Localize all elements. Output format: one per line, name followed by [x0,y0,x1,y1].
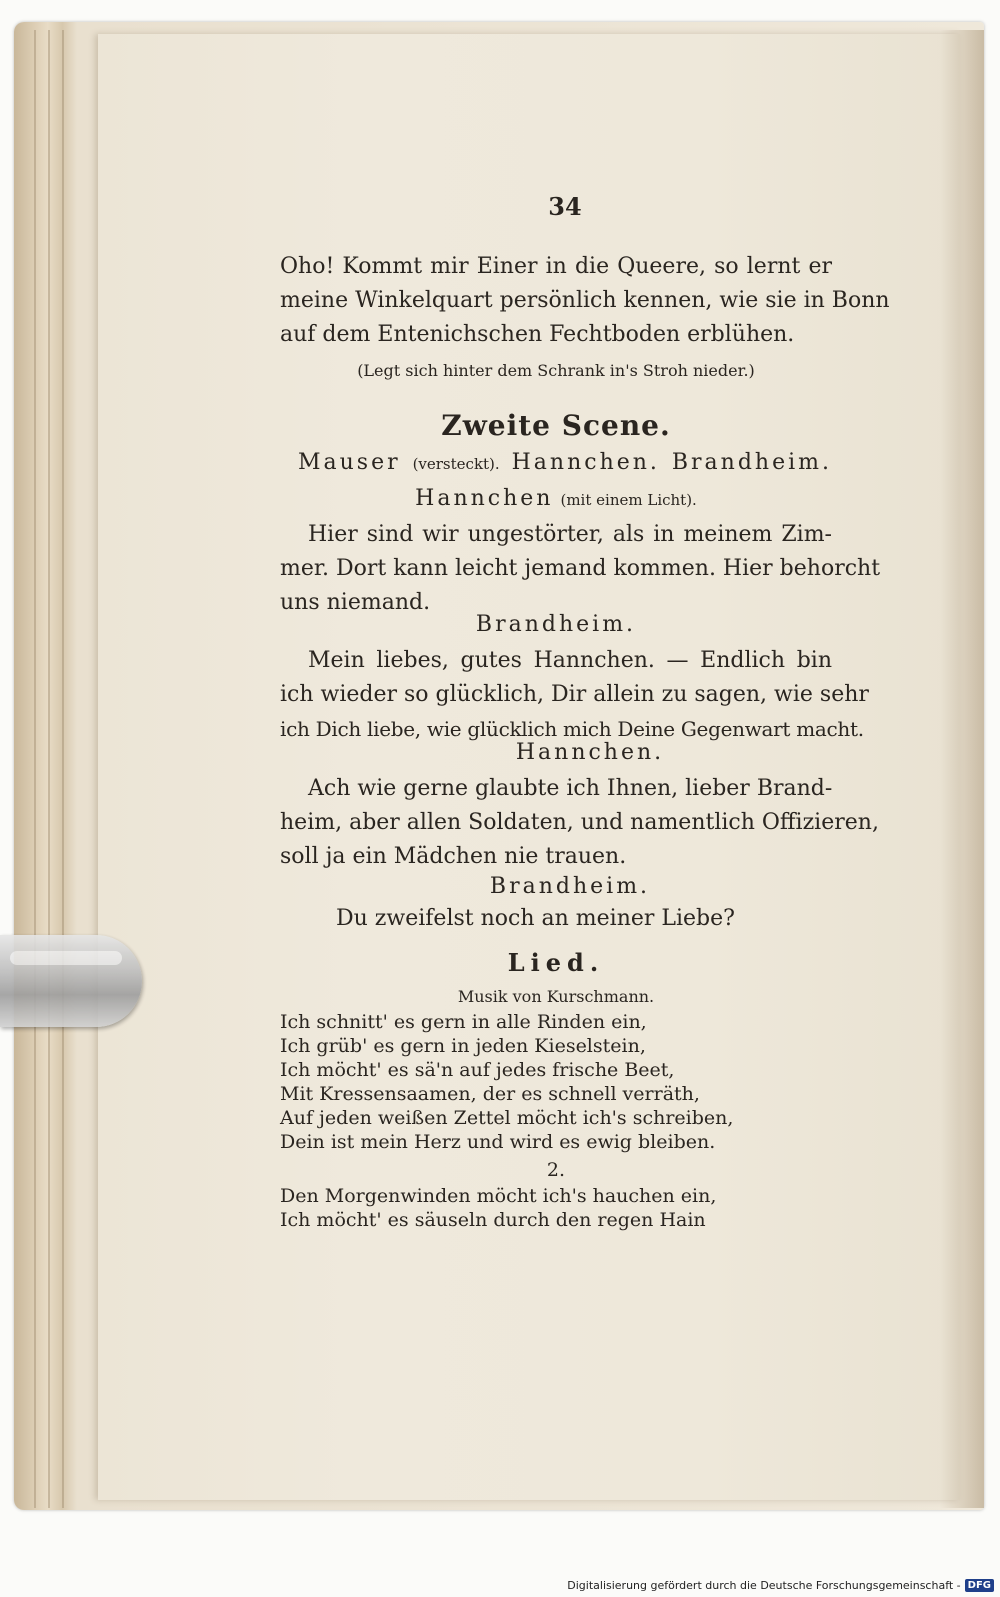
text-line: ich Dich liebe, wie glücklich mich Deine Gegenwart macht. [280,717,864,741]
text-line: Du zweifelst noch an meiner Liebe? [336,906,735,931]
verse-line: Ich möcht' es säuseln durch den regen Hain [280,1209,706,1231]
speaker-name: Hannchen [415,486,554,511]
speaker-heading [280,484,832,515]
speaker-note: (mit einem Licht). [560,491,697,509]
text-line: ich wieder so glücklich, Dir allein zu sagen, wie sehr [280,682,869,707]
footer-text: Digitalisierung gefördert durch die Deutsche Forschungsgemeinschaft - [567,1578,961,1592]
cast-hannchen: Hannchen. [511,450,660,475]
song-title: Lied. [507,948,605,977]
dfg-logo: DFG [965,1579,994,1592]
footer-credit [567,1577,994,1593]
page-edge [34,30,36,1508]
stage-direction: (Legt sich hinter dem Schrank in's Stroh nieder.) [357,361,755,380]
page-number: 34 [548,192,582,221]
speaker-name: Brandheim. [489,874,651,899]
cast-mauser-note: (versteckt). [412,455,500,473]
verse-line: Ich schnitt' es gern in alle Rinden ein, [280,1011,647,1033]
speaker-name: Hannchen. [515,740,665,765]
text-line: soll ja ein Mädchen nie trauen. [280,844,627,869]
spine-shadow [940,30,984,1508]
verse-line: Mit Kressensaamen, der es schnell verräth, [280,1083,700,1105]
text-line: Oho! Kommt mir Einer in die Queere, so lernt er [280,254,832,279]
verse-line: Den Morgenwinden möcht ich's hauchen ein, [280,1185,717,1207]
cast-list [298,448,832,479]
text-line: Hier sind wir ungestörter, als in meinem Zim- [308,522,832,547]
text-line: Ach wie gerne glaubte ich Ihnen, lieber Brand- [308,776,833,801]
verse-line: Ich grüb' es gern in jeden Kieselstein, [280,1035,646,1057]
song-credit: Musik von Kurschmann. [457,987,655,1006]
page-edge [62,30,64,1508]
scene-title: Zweite Scene. [441,409,671,442]
cast-brandheim: Brandheim. [671,450,832,475]
text-line: Mein liebes, gutes Hannchen. — Endlich bin [308,648,832,673]
verse-line: Dein ist mein Herz und wird es ewig bleiben. [280,1131,716,1153]
text-line: meine Winkelquart persönlich kennen, wie sie in Bonn [280,288,890,313]
page-clip [0,935,142,1027]
verse-number: 2. [546,1159,566,1181]
page-edge [48,30,50,1508]
verse-line: Ich möcht' es sä'n auf jedes frische Beet, [280,1059,675,1081]
text-line: heim, aber allen Soldaten, und namentlich Offizieren, [280,810,879,835]
text-line: auf dem Entenichschen Fechtboden erblühen. [280,322,795,347]
cast-mauser: Mauser [298,450,401,475]
text-line: mer. Dort kann leicht jemand kommen. Hier behorcht [280,556,881,581]
verse-line: Auf jeden weißen Zettel möcht ich's schreiben, [280,1107,734,1129]
text-line: uns niemand. [280,590,431,615]
speaker-name: Brandheim. [475,612,637,637]
